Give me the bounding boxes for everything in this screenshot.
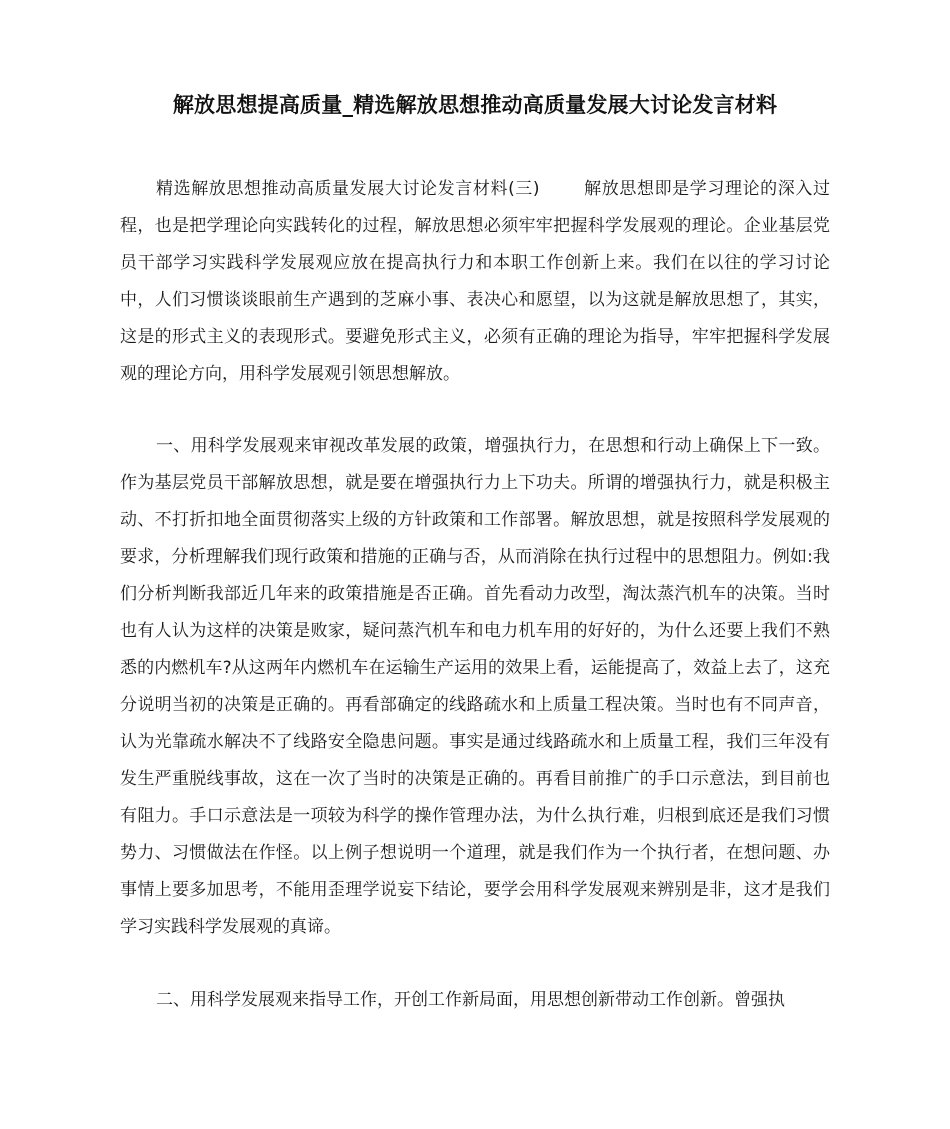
document-title: 解放思想提高质量_精选解放思想推动高质量发展大讨论发言材料 [172, 93, 778, 117]
paragraph-3-text: 二、用科学发展观来指导工作，开创工作新局面，用思想创新带动工作创新。曾强执 [156, 990, 785, 1010]
paragraph-1-lead: 精选解放思想推动高质量发展大讨论发言材料(三) [156, 179, 540, 199]
paragraph-2-text: 一、用科学发展观来审视改革发展的政策，增强执行力，在思想和行动上确保上下一致。作为基层党员干部解放思想，就是要在增强执行力上下功夫。所谓的增强执行力，就是积极主动、不打折扣地全面贯彻落实上级的方针政策和工作部署。解放思想，就是按照科学发展观的要求，分析理解我们现行政策和措施的正确与否，从而消除在执行过程中的思想阻力。例如:我们分析判断我部近几年来的政策措施是否正确。首先看动力改型，淘汰蒸汽机车的决策。当时也有人认为这样的决策是败家，疑问蒸汽机车和电力机车用的好好的，为什么还要上我们不熟悉的内燃机车?从这两年内燃机车在运输生产运用的效果上看，运能提高了，效益上去了，这充分说明当初的决策是正确的。再看部确定的线路疏水和上质量工程决策。当时也有不同声音，认为光靠疏水解决不了线路安全隐患问题。事实是通过线路疏水和上质量工程，我们三年没有发生严重脱线事故，这在一次了当时的决策是正确的。再看目前推广的手口示意法，到目前也有阻力。手口示意法是一项较为科学的操作管理办法，为什么执行难，归根到底还是我们习惯势力、习惯做法在作怪。以上例子想说明一个道理，就是我们作为一个执行者，在想问题、办事情上要多加思考，不能用歪理学说妄下结论，要学会用科学发展观来辨别是非，这才是我们学习实践科学发展观的真谛。 [120, 436, 830, 937]
paragraph-1 [120, 171, 830, 393]
paragraph-3 [120, 982, 830, 1019]
paragraph-2 [120, 428, 830, 946]
paragraph-1-text: 解放思想即是学习理论的深入过程，也是把学理论向实践转化的过程，解放思想必须牢牢把握科学发展观的理论。企业基层党员干部学习实践科学发展观应放在提高执行力和本职工作创新上来。我们在以往的学习讨论中，人们习惯谈谈眼前生产遇到的芝麻小事、表决心和愿望，以为这就是解放思想了，其实，这是的形式主义的表现形式。要避免形式主义，必须有正确的理论为指导，牢牢把握科学发展观的理论方向，用科学发展观引领思想解放。 [120, 179, 830, 384]
paragraph-1-content [120, 171, 830, 393]
